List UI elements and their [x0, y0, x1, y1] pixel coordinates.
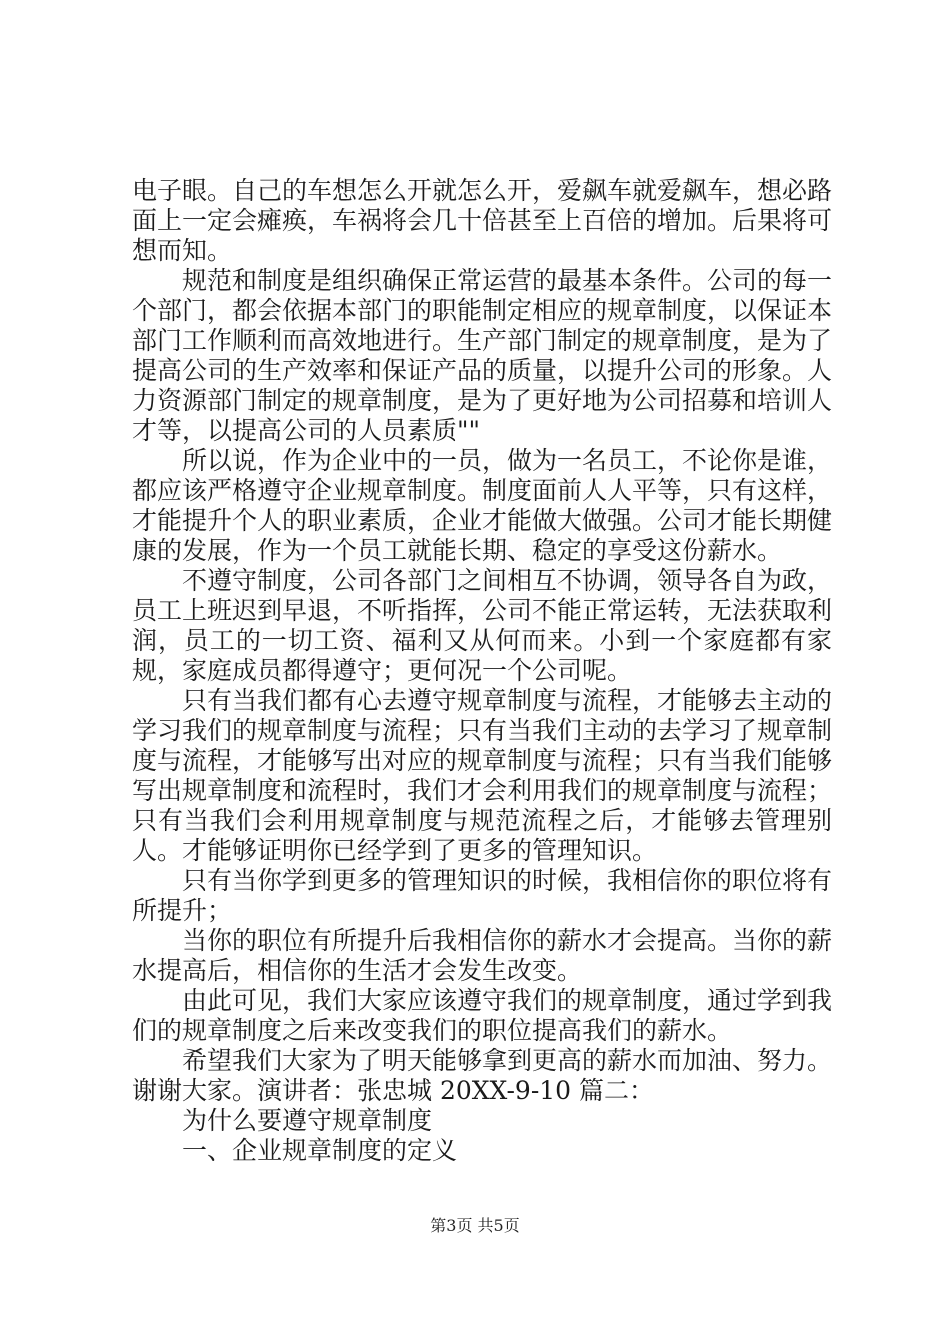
paragraph-4: 不遵守制度，公司各部门之间相互不协调，领导各自为政，员工上班迟到早退，不听指挥，公司不能正常运转，无法获取利润，员工的一切工资、福利又从何而来。小到一个家庭都有家规，家庭成员都得遵守；更何况一个公司呢。 — [132, 566, 833, 685]
paragraph-3: 所以说，作为企业中的一员，做为一名员工，不论你是谁，都应该严格遵守企业规章制度。制度面前人人平等，只有这样，才能提升个人的职业素质，企业才能做大做强。公司才能长期健康的发展，作为一个员工就能长期、稳定的享受这份薪水。 — [132, 446, 833, 565]
paragraph-2: 规范和制度是组织确保正常运营的最基本条件。公司的每一个部门，都会依据本部门的职能制定相应的规章制度，以保证本部门工作顺利而高效地进行。生产部门制定的规章制度，是为了提高公司的生产效率和保证产品的质量，以提升公司的形象。人力资源部门制定的规章制度，是为了更好地为公司招募和培训人才等，以提高公司的人员素质"" — [132, 266, 833, 445]
section-heading: 一、企业规章制度的定义 — [182, 1136, 458, 1165]
page-footer: 第3页 共5页 — [430, 1216, 520, 1235]
paragraph-5: 只有当我们都有心去遵守规章制度与流程，才能够去主动的学习我们的规章制度与流程；只有当我们主动的去学习了规章制度与流程，才能够写出对应的规章制度与流程；只有当我们能够写出规章制度和流程时，我们才会利用我们的规章制度与流程；只有当我们会利用规章制度与规范流程之后，才能够去管理别人。才能够证明你已经学到了更多的管理知识。 — [132, 686, 833, 865]
paragraph-8: 由此可见，我们大家应该遵守我们的规章制度，通过学到我们的规章制度之后来改变我们的职位提高我们的薪水。 — [132, 986, 833, 1045]
paragraph-1: 电子眼。自己的车想怎么开就怎么开，爱飙车就爱飙车，想必路面上一定会瘫痪，车祸将会几十倍甚至上百倍的增加。后果将可想而知。 — [132, 176, 833, 265]
paragraph-7: 当你的职位有所提升后我相信你的薪水才会提高。当你的薪水提高后，相信你的生活才会发生改变。 — [132, 926, 833, 985]
section-title: 为什么要遵守规章制度 — [182, 1106, 433, 1135]
document-body — [132, 176, 832, 1166]
paragraph-9: 希望我们大家为了明天能够拿到更高的薪水而加油、努力。谢谢大家。演讲者：张忠城 20XX-9-10 篇二： — [132, 1046, 833, 1105]
paragraph-6: 只有当你学到更多的管理知识的时候，我相信你的职位将有所提升； — [132, 866, 833, 925]
